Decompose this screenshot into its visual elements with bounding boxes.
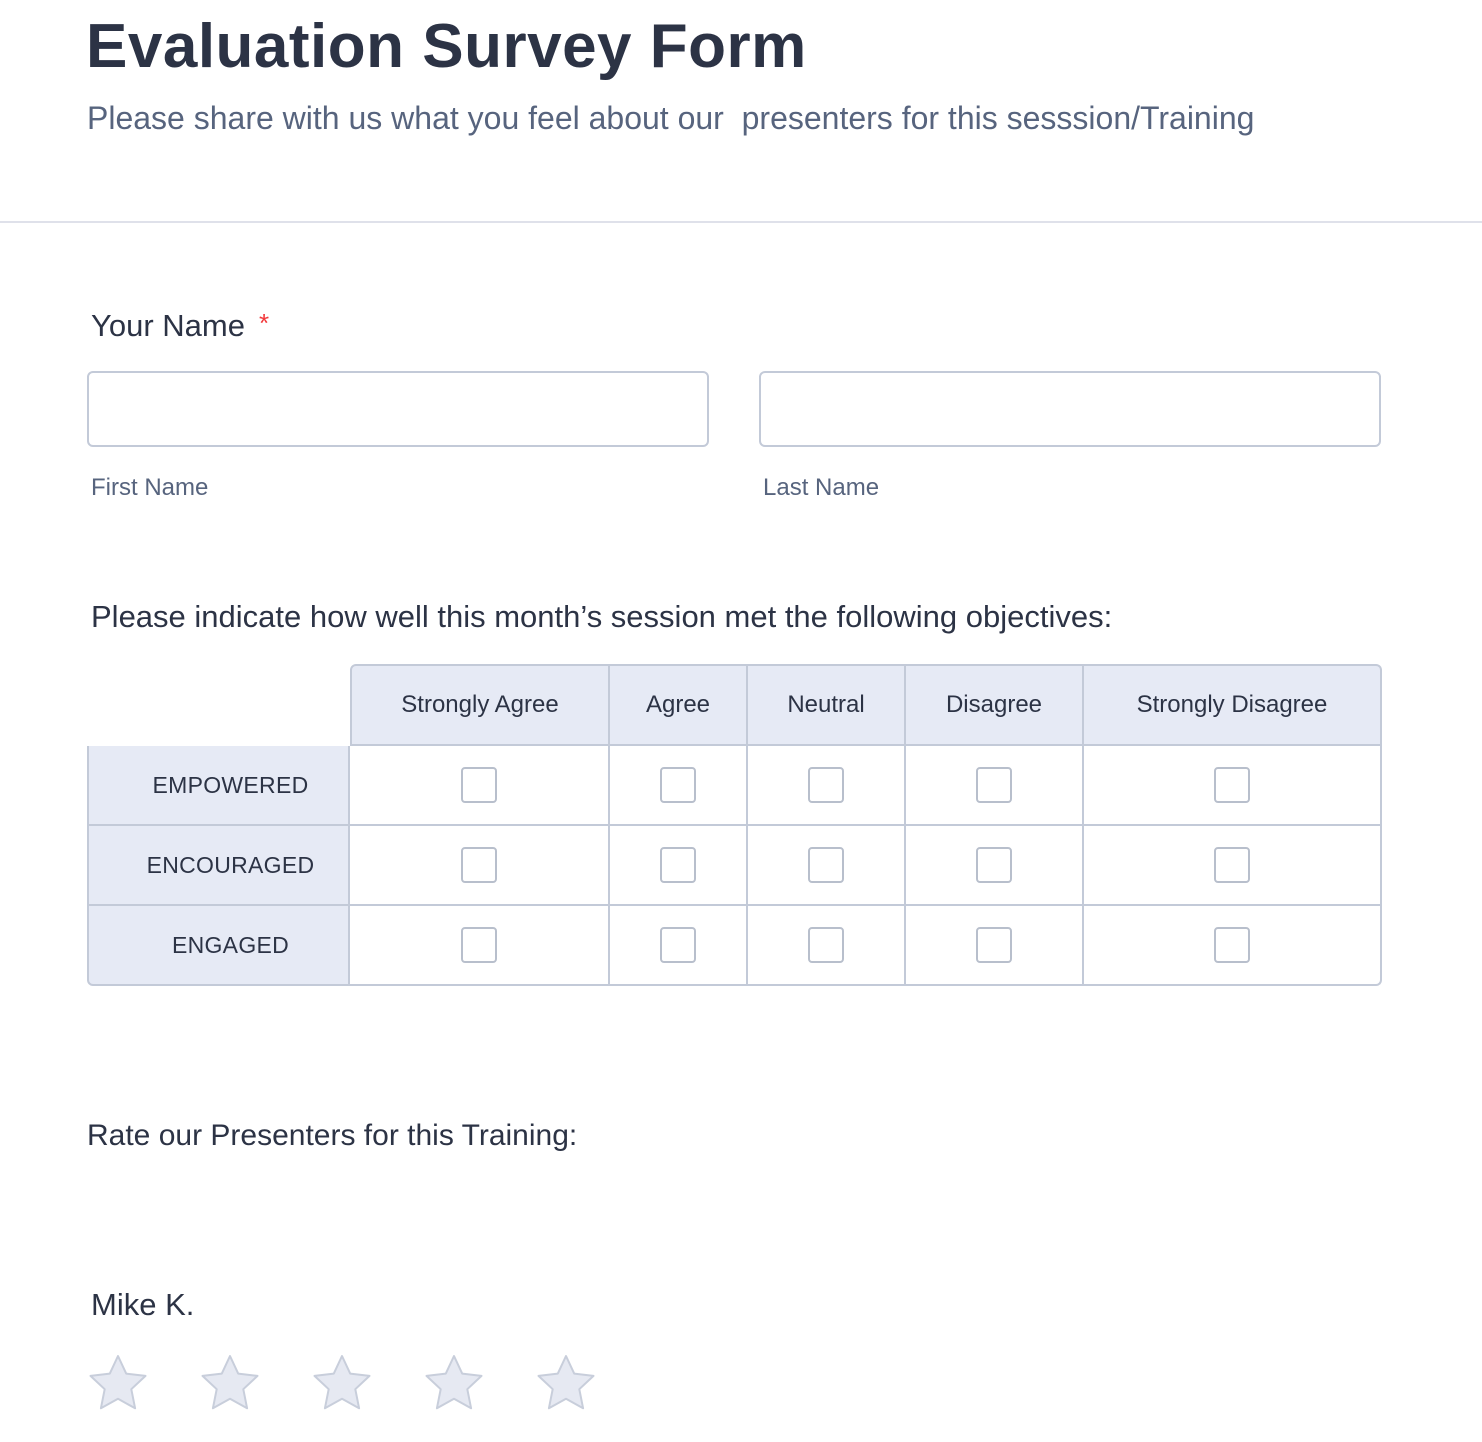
star-icon[interactable] [310, 1352, 374, 1414]
matrix-cell [748, 826, 906, 906]
matrix-cell [610, 746, 748, 826]
form-subtitle: Please share with us what you feel about our presenters for this sesssion/Training [87, 100, 1255, 136]
matrix-question: Please indicate how well this month’s session met the following objectives: [91, 599, 1113, 634]
matrix-checkbox[interactable] [808, 927, 844, 963]
matrix-checkbox[interactable] [808, 767, 844, 803]
matrix-cell [350, 826, 610, 906]
matrix-column-header: Agree [610, 664, 748, 746]
matrix-row-header: EMPOWERED [87, 746, 350, 826]
matrix-checkbox[interactable] [461, 847, 497, 883]
matrix-checkbox[interactable] [976, 847, 1012, 883]
header-divider [0, 221, 1482, 223]
star-icon[interactable] [198, 1352, 262, 1414]
matrix-checkbox[interactable] [660, 927, 696, 963]
matrix-column-header: Strongly Disagree [1084, 664, 1382, 746]
matrix-cell [1084, 906, 1382, 986]
matrix-checkbox[interactable] [461, 927, 497, 963]
form-title: Evaluation Survey Form [86, 12, 807, 81]
matrix-cell [1084, 826, 1382, 906]
required-asterisk: * [258, 308, 270, 338]
star-rating [86, 1352, 606, 1414]
matrix-cell [748, 906, 906, 986]
name-label [91, 302, 269, 347]
first-name-sublabel: First Name [91, 474, 209, 501]
matrix-column-header: Neutral [748, 664, 906, 746]
matrix-row-header: ENGAGED [87, 906, 350, 986]
matrix-checkbox[interactable] [660, 847, 696, 883]
star-icon[interactable] [534, 1352, 598, 1414]
first-name-input[interactable] [87, 371, 709, 447]
matrix-cell [748, 746, 906, 826]
matrix-checkbox[interactable] [1214, 847, 1250, 883]
matrix-cell [906, 746, 1084, 826]
matrix-checkbox[interactable] [976, 767, 1012, 803]
matrix-cell [350, 746, 610, 826]
rating-question: Rate our Presenters for this Training: [87, 1119, 578, 1152]
matrix-cell [610, 826, 748, 906]
name-label-text: Your Name [91, 308, 245, 343]
matrix-checkbox[interactable] [1214, 767, 1250, 803]
objectives-matrix [87, 664, 1382, 986]
presenter-name: Mike K. [91, 1287, 195, 1322]
matrix-checkbox[interactable] [808, 847, 844, 883]
matrix-checkbox[interactable] [660, 767, 696, 803]
matrix-row-header: ENCOURAGED [87, 826, 350, 906]
star-icon[interactable] [422, 1352, 486, 1414]
star-icon[interactable] [86, 1352, 150, 1414]
last-name-input[interactable] [759, 371, 1381, 447]
matrix-checkbox[interactable] [461, 767, 497, 803]
matrix-cell [1084, 746, 1382, 826]
matrix-column-header: Strongly Agree [350, 664, 610, 746]
matrix-column-header: Disagree [906, 664, 1084, 746]
matrix-checkbox[interactable] [1214, 927, 1250, 963]
matrix-checkbox[interactable] [976, 927, 1012, 963]
matrix-cell [906, 826, 1084, 906]
matrix-cell [610, 906, 748, 986]
matrix-cell [906, 906, 1084, 986]
last-name-sublabel: Last Name [763, 474, 880, 501]
matrix-cell [350, 906, 610, 986]
